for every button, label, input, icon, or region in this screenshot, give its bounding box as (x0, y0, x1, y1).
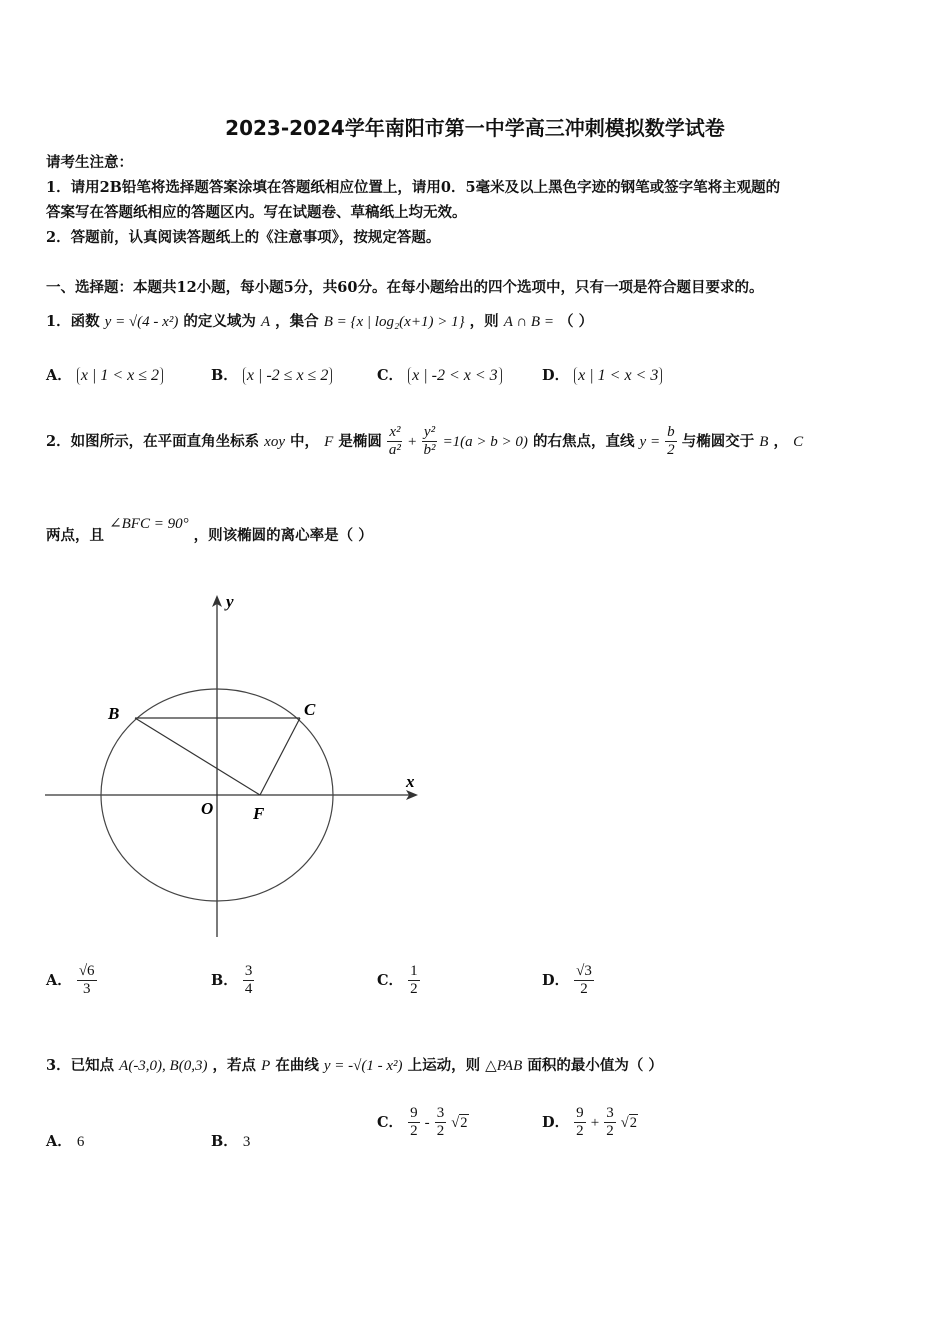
q2-option-d[interactable] (542, 963, 594, 999)
option-letter: A． (46, 971, 72, 989)
q2-option-b[interactable] (211, 963, 254, 999)
q2-point-c: C (793, 433, 804, 450)
q2-line2-prefix: 两点，且 (46, 527, 104, 544)
q1-option-d[interactable] (542, 364, 662, 385)
q2-point-b: B (759, 433, 769, 450)
question-3 (46, 1054, 663, 1075)
q3-curve: y = -√(1 - x²) (323, 1058, 403, 1074)
option-letter: C． (377, 1113, 404, 1131)
q3-points: A(-3,0), B(0,3) (119, 1058, 208, 1074)
option-set: x | 1 < x ≤ 2 (77, 367, 163, 385)
segment-bf (135, 718, 260, 795)
option-letter: D． (542, 1113, 570, 1131)
option-fraction: $\frac{3}{4}$ (244, 963, 253, 998)
q1-option-a[interactable] (46, 364, 163, 385)
label-b: B (108, 704, 120, 723)
notice-item-1: 1．请用2B铅笔将选择题答案涂填在答题纸相应位置上，请用0．5毫米及以上黑色字迹的钢笔或签字笔将主观题的 (46, 179, 781, 196)
q2-ellipse-rhs: =1(a > b > 0) (442, 433, 528, 450)
page-title: 2023-2024学年南阳市第一中学高三冲刺模拟数学试卷 (225, 116, 725, 140)
q3-mid3: 上运动，则 (407, 1057, 481, 1074)
notice-heading: 请考生注意： (46, 154, 133, 171)
option-fraction: $\frac{√3}{2}$ (576, 963, 592, 998)
label-o: O (201, 799, 214, 818)
question-2-line-2 (46, 516, 373, 545)
option-fraction-a: $\frac{9}{2}$ (576, 1105, 584, 1140)
q3-triangle: △PAB (485, 1058, 523, 1074)
option-letter: B． (211, 1133, 238, 1150)
q3-mid1: ，若点 (212, 1057, 257, 1074)
q2-mid3: 的右焦点，直线 (532, 432, 635, 450)
q2-line2-suffix: ，则该椭圆的离心率是（ ） (193, 527, 373, 544)
option-set: x | -2 ≤ x ≤ 2 (243, 367, 333, 385)
q1-option-b[interactable] (211, 364, 332, 385)
q3-option-d[interactable] (542, 1105, 638, 1141)
q3-mid2: 在曲线 (275, 1057, 319, 1074)
option-fraction-a: $\frac{9}{2}$ (410, 1105, 418, 1140)
option-fraction: $\frac{√6}{3}$ (78, 963, 95, 998)
label-y: y (226, 592, 234, 611)
q2-ellipse-x-term: $\frac{\text{x²}}{\text{a²}}$ (388, 424, 401, 459)
q2-focus: F (324, 433, 334, 450)
q3-option-b[interactable] (211, 1130, 250, 1151)
q2-comma: ， (773, 432, 788, 450)
option-letter: A． (46, 367, 72, 384)
option-radical: √2 (620, 1114, 638, 1131)
option-operator: + (590, 1114, 600, 1131)
option-fraction-b: $\frac{3}{2}$ (436, 1105, 445, 1140)
q2-angle: ∠BFC = 90° (109, 516, 189, 532)
label-f: F (253, 804, 265, 823)
q2-plus: + (407, 433, 417, 450)
q3-prefix: 3．已知点 (46, 1057, 115, 1074)
question-1 (46, 310, 593, 331)
question-2 (46, 424, 803, 460)
q2-ellipse-y-term: $\frac{\text{y²}}{\text{b²}}$ (423, 424, 436, 459)
option-letter: B． (211, 367, 238, 384)
q1-paren: （ ） (559, 313, 594, 330)
q3-option-a[interactable] (46, 1130, 84, 1151)
notice-item-1-cont: 答案写在答题纸相应的答题区内。写在试题卷、草稿纸上均无效。 (46, 204, 467, 221)
option-set: x | -2 < x < 3 (408, 367, 502, 385)
option-fraction-b: $\frac{3}{2}$ (606, 1105, 614, 1140)
q1-prefix: 1．函数 (46, 313, 100, 330)
q1-option-c[interactable] (377, 364, 502, 385)
q3-option-c[interactable] (377, 1105, 469, 1141)
label-x: x (406, 772, 415, 791)
q2-mid1: 中， (290, 432, 320, 450)
section-heading: 一、选择题：本题共12小题，每小题5分，共60分。在每小题给出的四个选项中，只有一项是符合题目要求的。 (46, 279, 764, 296)
q1-set-b: B = {x | log₂(x+1) > 1} (323, 314, 465, 330)
q1-mid3: ，则 (469, 313, 499, 330)
q2-option-a[interactable] (46, 963, 97, 999)
option-value: 3 (242, 1134, 251, 1150)
q2-mid4: 与椭圆交于 (681, 432, 755, 450)
q1-mid1: 的定义域为 (183, 313, 256, 330)
option-letter: C． (377, 971, 404, 989)
q2-line-lhs: y = (639, 433, 661, 450)
option-letter: A． (46, 1133, 72, 1150)
option-letter: D． (542, 971, 570, 989)
option-operator: - (424, 1114, 430, 1131)
q2-mid2: 是椭圆 (338, 432, 382, 450)
q1-expression: A ∩ B = (503, 314, 554, 330)
q1-set-a: A (260, 314, 271, 330)
option-letter: C． (377, 367, 404, 384)
q2-xoy: xoy (264, 433, 285, 450)
q3-point-p: P (261, 1058, 271, 1074)
segment-cf (260, 718, 300, 795)
q2-prefix: 2．如图所示，在平面直角坐标系 (46, 432, 260, 450)
ellipse-figure (40, 585, 430, 945)
option-letter: D． (542, 367, 570, 384)
q2-option-c[interactable] (377, 963, 420, 999)
q1-function: y = √(4 - x²) (104, 314, 179, 330)
label-c: C (304, 700, 316, 719)
option-radical: √2 (451, 1114, 468, 1131)
option-fraction: $\frac{1}{2}$ (410, 963, 418, 998)
q3-suffix: 面积的最小值为（ ） (527, 1057, 663, 1074)
option-value: 6 (76, 1134, 85, 1150)
option-set: x | 1 < x < 3 (574, 367, 662, 385)
q2-line-frac: $\frac{b}{2}$ (667, 424, 675, 459)
option-letter: B． (211, 971, 238, 989)
q1-mid2: ，集合 (275, 313, 319, 330)
notice-item-2: 2．答题前，认真阅读答题纸上的《注意事项》，按规定答题。 (46, 229, 441, 246)
